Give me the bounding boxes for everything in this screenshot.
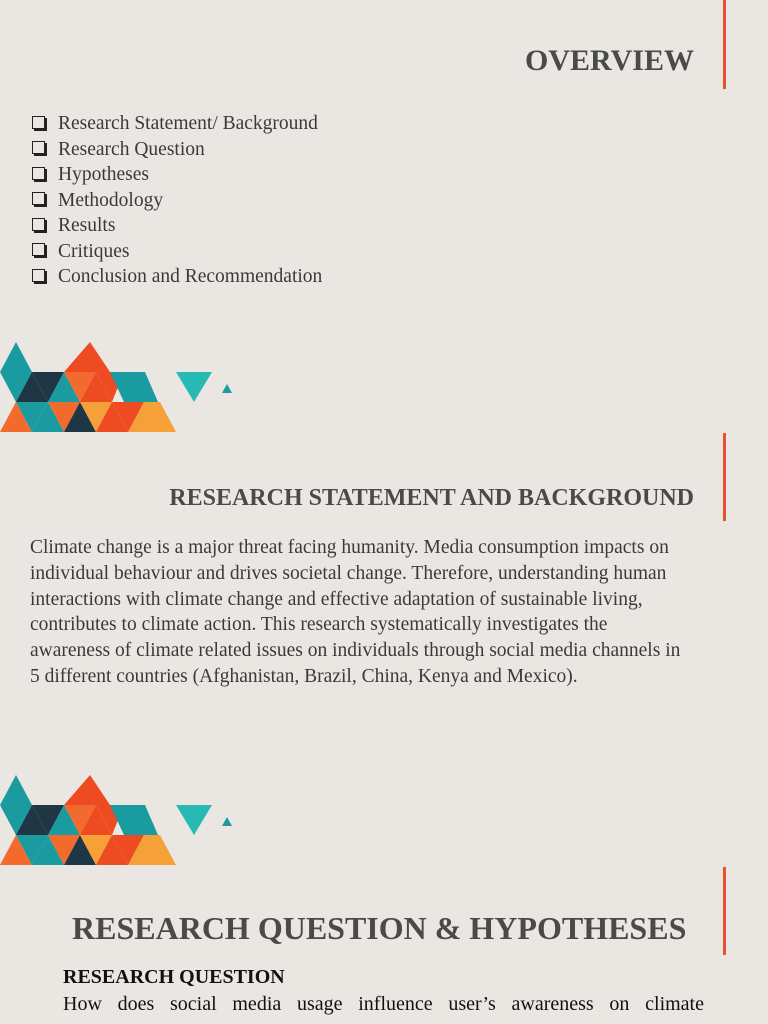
triangle-pattern-decoration bbox=[0, 340, 240, 440]
list-item-label: Research Statement/ Background bbox=[58, 113, 318, 134]
background-title: RESEARCH STATEMENT AND BACKGROUND bbox=[169, 485, 694, 511]
list-item bbox=[32, 239, 322, 265]
checkbox-icon bbox=[32, 141, 45, 154]
accent-line bbox=[723, 867, 726, 955]
list-item-label: Critiques bbox=[58, 240, 130, 262]
background-paragraph: Climate change is a major threat facing humanity. Media consumption impacts on individual behaviour and drives societal change. Therefore, understanding human interactions with climate change and effective adaptation of sustainable living, contributes to climate action. This research systematically investigates the awareness of climate related issues on individuals through social media channels in 5 different countries (Afghanistan, Brazil, China, Kenya and Mexico). bbox=[30, 537, 681, 687]
list-item bbox=[32, 264, 322, 290]
list-item-label: Hypotheses bbox=[58, 164, 149, 185]
list-item bbox=[32, 137, 322, 163]
overview-slide bbox=[0, 0, 768, 440]
list-item-label: Results bbox=[58, 215, 116, 236]
list-item bbox=[32, 188, 322, 214]
checkbox-icon bbox=[32, 243, 45, 256]
background-slide bbox=[0, 430, 768, 872]
overview-title: OVERVIEW bbox=[525, 44, 694, 77]
question-title: RESEARCH QUESTION & HYPOTHESES bbox=[72, 910, 687, 946]
checkbox-icon bbox=[32, 192, 45, 205]
checkbox-icon bbox=[32, 218, 45, 231]
checkbox-icon bbox=[32, 269, 45, 282]
checkbox-icon bbox=[32, 116, 45, 129]
overview-checklist bbox=[32, 111, 322, 290]
list-item bbox=[32, 213, 322, 239]
list-item-label: Research Question bbox=[58, 138, 205, 160]
checkbox-icon bbox=[32, 167, 45, 180]
triangle-pattern-decoration bbox=[0, 773, 240, 872]
question-subheading: RESEARCH QUESTION bbox=[63, 966, 285, 988]
accent-line bbox=[723, 0, 726, 89]
list-item bbox=[32, 162, 322, 188]
list-item-label: Conclusion and Recommendation bbox=[58, 266, 323, 287]
list-item bbox=[32, 111, 322, 137]
question-slide bbox=[0, 862, 768, 1024]
accent-line bbox=[723, 433, 726, 521]
question-paragraph: How does social media usage influence user’s awareness on climate bbox=[63, 993, 704, 1015]
list-item-label: Methodology bbox=[58, 189, 164, 211]
